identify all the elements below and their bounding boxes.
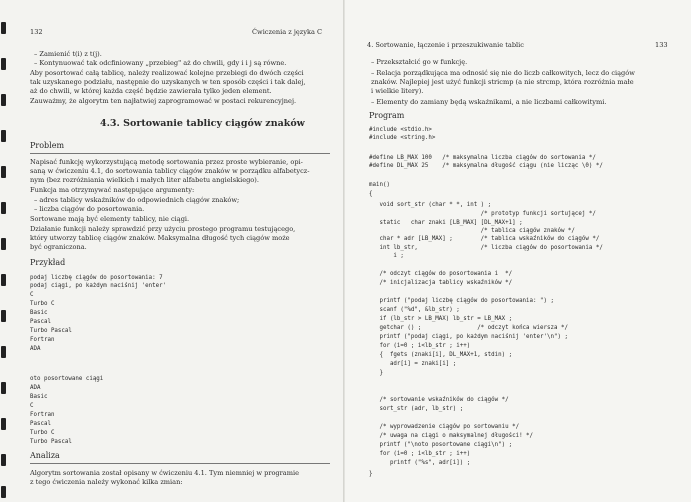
example-output-line: podaj ciągi, po każdym naciśnij 'enter' — [30, 283, 167, 289]
example-output-line: Basic — [30, 394, 48, 400]
problem-heading: Problem — [30, 141, 65, 150]
binding-hole — [1, 454, 6, 466]
running-head: 4. Sortowanie, łączenie i przeszukiwanie tablic — [367, 41, 524, 49]
code-line: sort_str (adr, lb_str) ; — [369, 406, 464, 412]
example-heading: Przykład — [30, 258, 66, 267]
problem-line: być ograniczona. — [30, 243, 87, 251]
code-line: for (i=0 ; i<lb_str ; i++) — [369, 343, 471, 349]
intro-line: – Zamienić t(i) z t(j). — [34, 50, 102, 58]
code-line: /* odczyt ciągów do posortowania i */ — [369, 271, 513, 277]
intro-line: Aby posortować całą tablicę, należy realizować kolejne przebiegi do dwóch części — [30, 69, 304, 77]
problem-line: Sortowane mają być elementy tablicy, nie ciągi. — [30, 215, 190, 223]
heading-rule — [30, 463, 330, 464]
code-line: printf ("%s", adr[i]) ; — [369, 460, 471, 466]
example-output-line: Fortran — [30, 337, 55, 343]
binding-holes — [0, 0, 12, 502]
code-line: main() — [369, 182, 390, 188]
code-line: i ; — [369, 253, 404, 259]
heading-rule — [30, 153, 330, 154]
problem-line: – liczba ciągów do posortowania. — [34, 205, 145, 213]
code-line: if (lb_str > LB_MAX) lb_str = LB_MAX ; — [369, 316, 513, 322]
example-output-line: podaj liczbę ciągów do posortowania: 7 — [30, 275, 163, 281]
example-output-line: Fortran — [30, 412, 55, 418]
problem-line: Działanie funkcji należy sprawdzić przy użyciu prostego programu testującego, — [30, 225, 296, 233]
left-page — [0, 0, 345, 502]
code-line: /* sortowanie wskaźników do ciągów */ — [369, 397, 509, 403]
example-output-line: C — [30, 292, 34, 298]
code-line: char * adr [LB_MAX] ; /* tablica wskaźników do ciągów */ — [369, 236, 600, 242]
code-line: scanf ("%d", &lb_str) ; — [369, 307, 460, 313]
example-output-line: Turbo Pascal — [30, 439, 72, 445]
code-line: #define LB_MAX 100 /* maksymalna liczba ciągów do sortowania */ — [369, 155, 596, 161]
example-output-line: Pascal — [30, 319, 51, 325]
binding-hole — [1, 486, 6, 498]
code-line: /* wyprowadzenie ciągów po sortowaniu */ — [369, 424, 520, 430]
binding-hole — [1, 166, 6, 178]
right-page — [345, 0, 691, 502]
example-output-line: Basic — [30, 310, 48, 316]
analysis-line: z tego ćwiczenia należy wykonać kilka zmian: — [30, 478, 183, 486]
problem-line: nym (bez rozróżniania wielkich i małych liter alfabetu angielskiego). — [30, 176, 259, 184]
binding-hole — [1, 310, 6, 322]
code-line: { — [369, 191, 373, 197]
code-line: adr[i] = znaki[i] ; — [369, 361, 457, 367]
problem-line: Funkcja ma otrzymywać następujące argumenty: — [30, 186, 195, 194]
intro-line: aż do chwili, w której każda część będzie zawierała tylko jeden element. — [30, 87, 272, 95]
binding-hole — [1, 238, 6, 250]
binding-hole — [1, 274, 6, 286]
intro-line: – Kontynuować tak odcfiniowany „przebieg" aż do chwili, gdy i i j są równe. — [34, 59, 287, 67]
bullet-line: i wielkie litery). — [371, 87, 424, 95]
code-line: getchar () ; /* odczyt końca wiersza */ — [369, 325, 568, 331]
analysis-line: Algorytm sortowania został opisany w ćwiczeniu 4.1. Tym niemniej w programie — [30, 469, 300, 477]
example-output-line: Turbo C — [30, 301, 55, 307]
running-head: Ćwiczenia z języka C — [252, 28, 323, 36]
binding-hole — [1, 382, 6, 394]
binding-hole — [1, 346, 6, 358]
code-line: #include <stdio.h> — [369, 127, 432, 133]
example-output-line: Turbo C — [30, 430, 55, 436]
intro-line: Zauważmy, że algorytm ten najłatwiej zaprogramować w postaci rekurencyjnej. — [30, 97, 297, 105]
section-title: 4.3. Sortowanie tablicy ciągów znaków — [100, 118, 305, 129]
example-output-line: ADA — [30, 385, 41, 391]
binding-hole — [1, 58, 6, 70]
code-line: #define DL_MAX 25 /* maksymalna długość ciągu (nie licząc \0) */ — [369, 163, 603, 169]
code-line: } — [369, 370, 383, 376]
code-line: #include <string.h> — [369, 135, 436, 141]
bullet-line: – Relacja porządkująca ma odnosić się nie do liczb całkowitych, lecz do ciągów — [371, 69, 635, 77]
example-output-line: oto posortowane ciągi — [30, 376, 104, 382]
code-line: { fgets (znaki[i], DL_MAX+1, stdin) ; — [369, 352, 513, 358]
bullet-line: znaków. Najlepiej jest użyć funkcji stricmp (a nie strcmp, która rozróżnia małe — [371, 78, 634, 86]
example-output-line: Turbo Pascal — [30, 328, 72, 334]
code-line: static char znaki [LB_MAX] [DL_MAX+1] ; — [369, 220, 523, 226]
code-line: } — [369, 471, 373, 477]
binding-hole — [1, 94, 6, 106]
program-heading: Program — [369, 111, 405, 120]
example-output-line: ADA — [30, 346, 41, 352]
binding-hole — [1, 418, 6, 430]
problem-line: saną w ćwiczeniu 4.1, do sortowania tablicy ciągów znaków w porządku alfabetycz- — [30, 167, 310, 175]
code-line: printf ("podaj ciągi, po każdym naciśnij 'enter'\n") ; — [369, 334, 568, 340]
code-line: void sort_str (char * *, int ) ; — [369, 202, 492, 208]
problem-line: Napisać funkcję wykorzystującą metodę sortowania przez proste wybieranie, opi- — [30, 158, 303, 166]
code-line: for (i=0 ; i<lb_str ; i++) — [369, 451, 471, 457]
code-line: printf ("podaj liczbę ciągów do posortowania: ") ; — [369, 298, 554, 304]
problem-line: – adres tablicy wskaźników do odpowiednich ciągów znaków; — [34, 196, 240, 204]
code-line: /* tablica ciągów znaków */ — [369, 228, 575, 234]
binding-hole — [1, 130, 6, 142]
bullet-line: – Przekształcić go w funkcję. — [371, 58, 468, 66]
code-line: /* prototyp funkcji sortującej */ — [369, 211, 596, 217]
code-line: /* uwaga na ciągi o maksymalnej długości! */ — [369, 433, 534, 439]
page-number: 133 — [655, 41, 668, 49]
analysis-heading: Analiza — [30, 451, 60, 460]
intro-line: tak uzyskanego podziału, następnie do uzyskanych w ten sposób części i tak dalej, — [30, 78, 306, 86]
problem-line: który utworzy tablicę ciągów znaków. Maksymalna długość tych ciągów może — [30, 234, 290, 242]
binding-hole — [1, 202, 6, 214]
code-line: /* inicjalizacja tablicy wskaźników */ — [369, 280, 513, 286]
bullet-line: – Elementy do zamiany będą wskaźnikami, a nie liczbami całkowitymi. — [371, 98, 607, 106]
code-line: int lb_str, /* liczba ciągów do posortowania */ — [369, 245, 603, 251]
binding-hole — [1, 22, 6, 34]
page-number: 132 — [30, 28, 43, 36]
example-output-line: Pascal — [30, 421, 51, 427]
code-line: printf ("\noto posortowane ciągi\n") ; — [369, 442, 513, 448]
example-output-line: C — [30, 403, 34, 409]
